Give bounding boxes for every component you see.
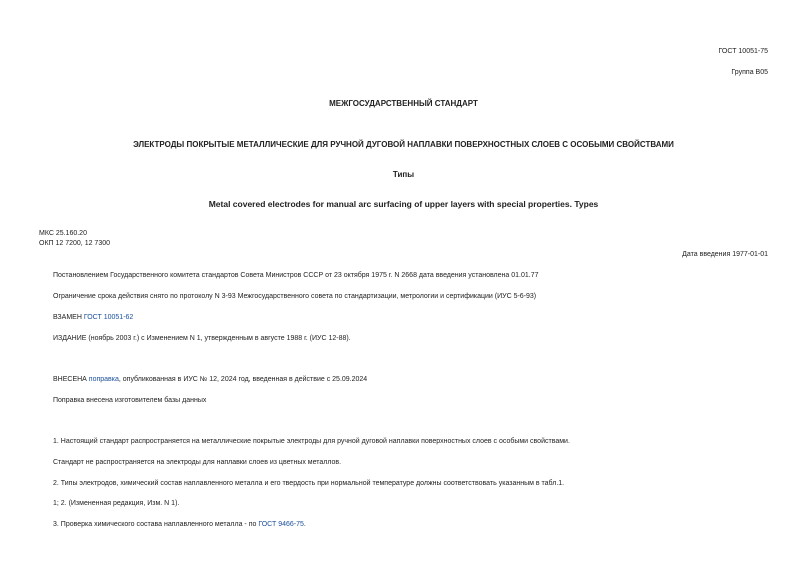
amendment-details: , опубликованная в ИУС № 12, 2024 год, введенная в действие с 25.09.2024 (118, 376, 368, 383)
document-title-en: Metal covered electrodes for manual arc surfacing of upper layers with special properties. Types (208, 199, 599, 209)
clause-2: 2. Типы электродов, химический состав наплавленного металла и его твердость при нормальной температуре должны соответствовать указанным в табл.1. (53, 480, 565, 487)
intro-date: Дата введения 1977-01-01 (682, 251, 768, 258)
mks-code: МКС 25.160.20 (39, 230, 87, 237)
document-group: Группа В05 (731, 69, 768, 76)
clause-1-2-change-note: 1; 2. (Измененная редакция, Изм. N 1). (53, 500, 180, 507)
amendment-link[interactable]: поправка (88, 376, 119, 383)
amendment-paragraph (53, 375, 367, 384)
gost-9466-link[interactable]: ГОСТ 9466-75 (258, 521, 304, 528)
clause-1: 1. Настоящий стандарт распространяется на металлические покрытые электроды для ручной дуговой наплавки поверхностных слоев с особыми свойствами. (53, 438, 570, 445)
edition-paragraph: ИЗДАНИЕ (ноябрь 2003 г.) с Изменением N 1, утвержденным в августе 1988 г. (ИУС 12-88). (53, 335, 351, 342)
standard-type-heading: МЕЖГОСУДАРСТВЕННЫЙ СТАНДАРТ (329, 99, 478, 108)
replaces-paragraph (53, 313, 133, 322)
document-code: ГОСТ 10051-75 (718, 48, 768, 55)
clause-3-end: . (303, 521, 306, 528)
okp-code: ОКП 12 7200, 12 7300 (39, 240, 110, 247)
clause-3 (53, 520, 306, 529)
amendment-note: Поправка внесена изготовителем базы данных (53, 397, 207, 404)
document-title-ru: ЭЛЕКТРОДЫ ПОКРЫТЫЕ МЕТАЛЛИЧЕСКИЕ ДЛЯ РУЧНОЙ ДУГОВОЙ НАПЛАВКИ ПОВЕРХНОСТНЫХ СЛОЕВ С ОСОБЫМИ СВОЙСТВАМИ (133, 140, 674, 149)
amendment-label: ВНЕСЕНА (53, 376, 89, 383)
decree-paragraph: Постановлением Государственного комитета стандартов Совета Министров СССР от 23 октября 1975 г. N 2668 дата введения установлена 01.01.77 (53, 272, 539, 279)
limitation-paragraph: Ограничение срока действия снято по протоколу N 3-93 Межгосударственного совета по стандартизации, метрологии и сертификации (ИУС 5-6-93) (53, 293, 537, 300)
document-subtitle-ru: Типы (392, 170, 415, 179)
clause-3-text: 3. Проверка химического состава наплавленного металла - по (53, 521, 259, 528)
replaced-standard-link[interactable]: ГОСТ 10051-62 (83, 314, 134, 321)
clause-1-exclusion: Стандарт не распространяется на электроды для наплавки слоев из цветных металлов. (53, 459, 342, 466)
replaces-label: ВЗАМЕН (53, 314, 84, 321)
